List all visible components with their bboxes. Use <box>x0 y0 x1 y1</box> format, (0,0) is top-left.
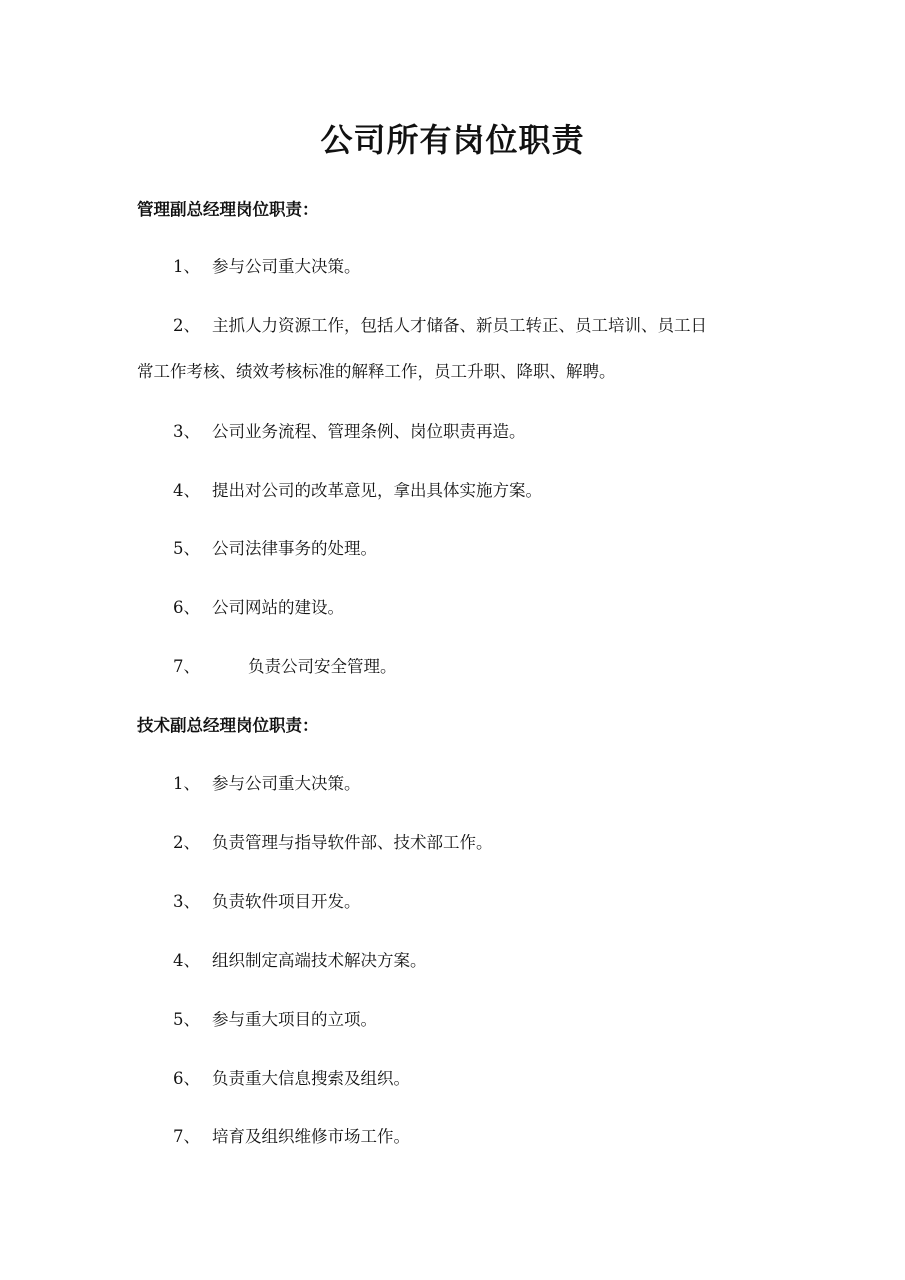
item-number: 3、 <box>173 422 200 441</box>
item-text: 负责公司安全管理。 <box>248 657 397 676</box>
document-title: 公司所有岗位职责 <box>320 121 585 159</box>
item-number: 1、 <box>173 774 200 793</box>
item-number: 5、 <box>173 539 200 558</box>
item-text: 公司网站的建设。 <box>212 598 344 617</box>
list-item <box>0 254 905 280</box>
item-text: 参与重大项目的立项。 <box>212 1010 377 1029</box>
section-heading-technical-vp: 技术副总经理岗位职责： <box>137 716 319 735</box>
item-text-continuation: 常工作考核、绩效考核标准的解释工作，员工升职、降职、解聘。 <box>137 362 616 381</box>
item-number: 7、 <box>173 657 200 676</box>
item-text: 主抓人力资源工作，包括人才储备、新员工转正、员工培训、员工日 <box>212 316 707 335</box>
item-number: 4、 <box>173 481 200 500</box>
item-text: 公司法律事务的处理。 <box>212 539 377 558</box>
list-item <box>0 478 905 504</box>
item-number: 1、 <box>173 257 200 276</box>
list-item <box>0 889 905 915</box>
item-number: 6、 <box>173 1069 200 1088</box>
item-text: 公司业务流程、管理条例、岗位职责再造。 <box>212 422 526 441</box>
item-number: 7、 <box>173 1127 200 1146</box>
item-text: 参与公司重大决策。 <box>212 774 361 793</box>
item-number: 3、 <box>173 892 200 911</box>
item-number: 5、 <box>173 1010 200 1029</box>
item-text: 组织制定高端技术解决方案。 <box>212 951 427 970</box>
item-text: 培育及组织维修市场工作。 <box>212 1127 410 1146</box>
item-text: 提出对公司的改革意见，拿出具体实施方案。 <box>212 481 542 500</box>
list-item <box>0 1066 905 1092</box>
list-item <box>0 536 905 562</box>
item-number: 2、 <box>173 316 200 335</box>
list-item <box>0 1007 905 1033</box>
item-number: 6、 <box>173 598 200 617</box>
item-text: 负责软件项目开发。 <box>212 892 361 911</box>
item-text: 负责重大信息搜索及组织。 <box>212 1069 410 1088</box>
list-item <box>0 948 905 974</box>
list-item <box>0 595 905 621</box>
item-number: 2、 <box>173 833 200 852</box>
list-item <box>0 830 905 856</box>
list-item <box>0 654 905 680</box>
list-item <box>0 419 905 445</box>
item-number: 4、 <box>173 951 200 970</box>
list-item <box>0 771 905 797</box>
list-item <box>0 1124 905 1150</box>
list-item <box>0 313 905 339</box>
item-text: 参与公司重大决策。 <box>212 257 361 276</box>
item-text: 负责管理与指导软件部、技术部工作。 <box>212 833 493 852</box>
section-heading-management-vp: 管理副总经理岗位职责： <box>137 200 319 219</box>
